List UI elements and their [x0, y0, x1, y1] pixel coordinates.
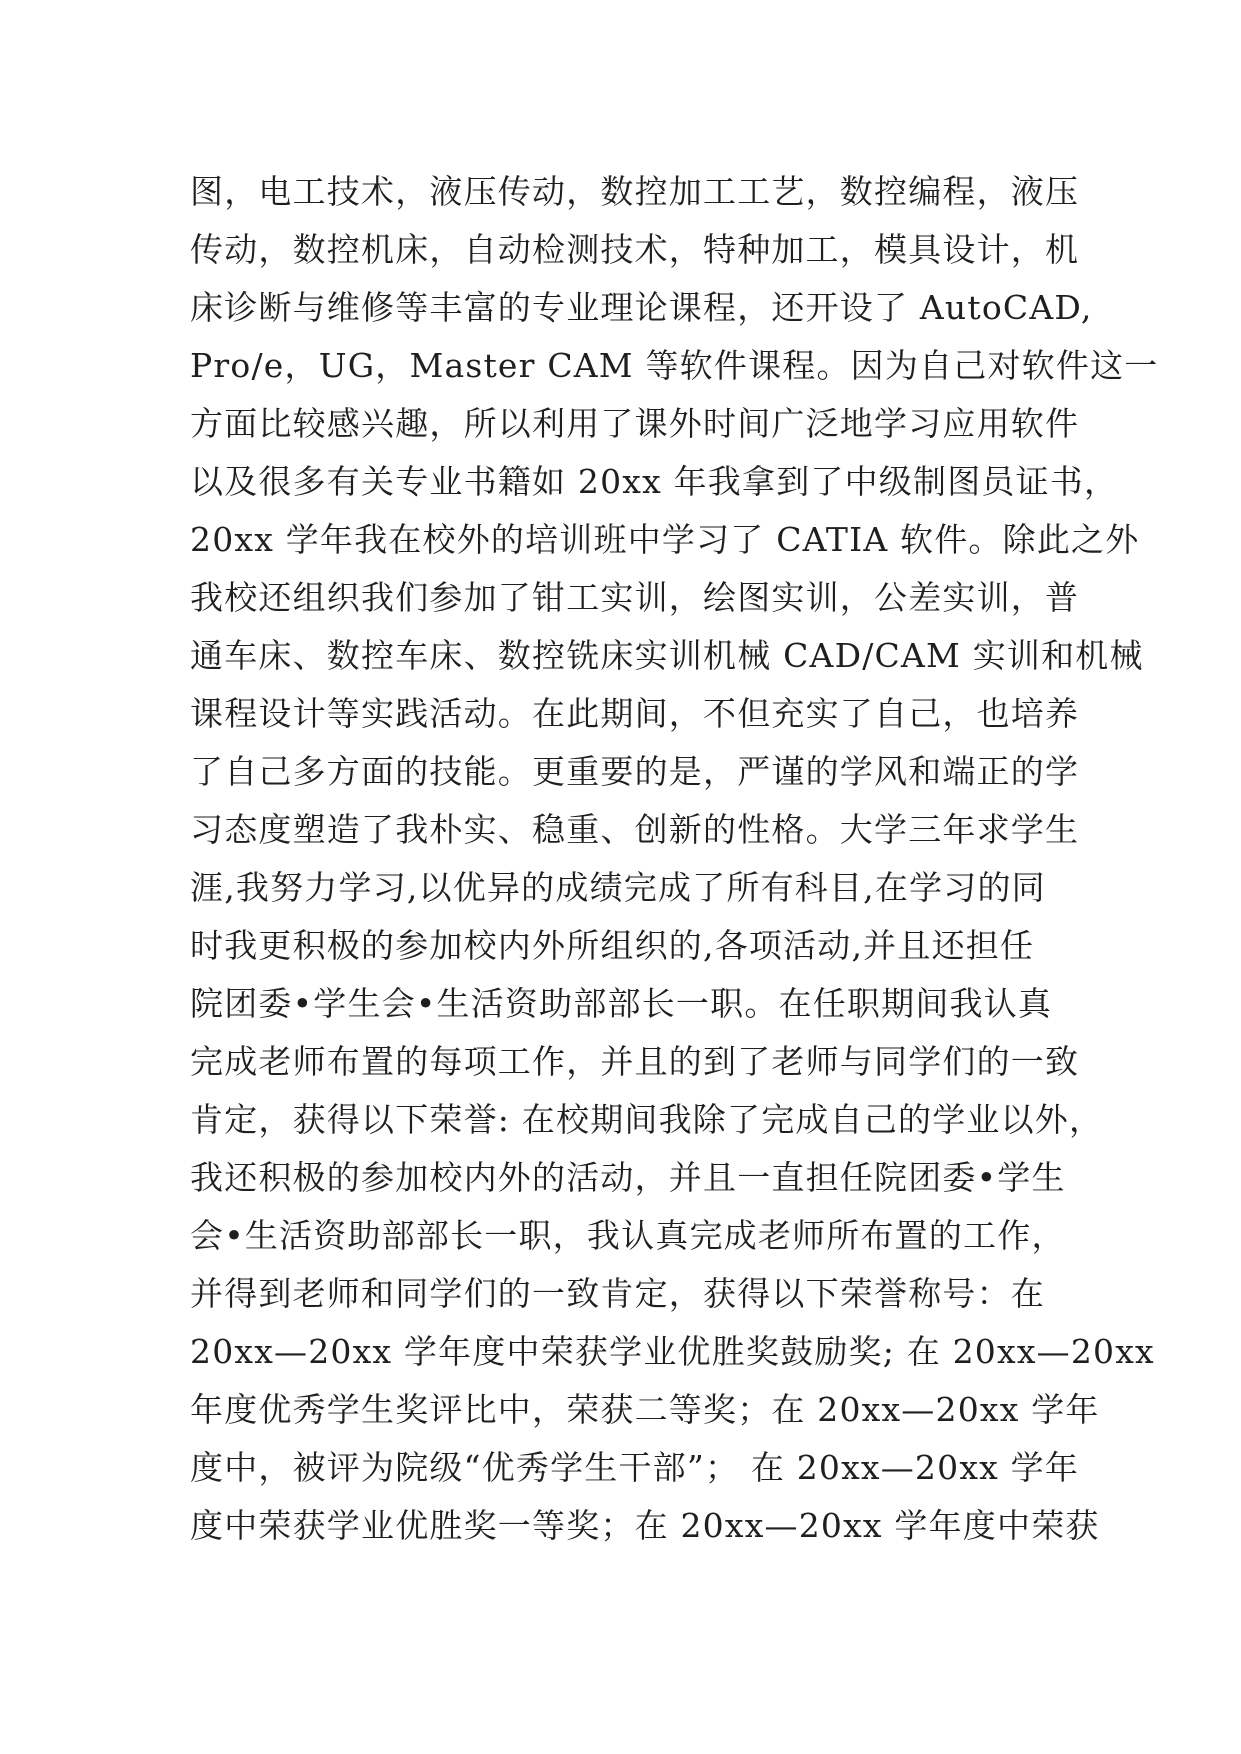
text-line: 时我更积极的参加校内外所组织的,各项活动,并且还担任 [190, 926, 1035, 965]
text-line: 我校还组织我们参加了钳工实训，绘图实训，公差实训，普 [190, 578, 1080, 617]
text-line: 度中荣获学业优胜奖一等奖；在 20xx—20xx 学年度中荣获 [190, 1506, 1100, 1545]
text-line: 了自己多方面的技能。更重要的是，严谨的学风和端正的学 [190, 752, 1080, 791]
text-line: 传动，数控机床，自动检测技术，特种加工，模具设计，机 [190, 230, 1080, 269]
text-line: 完成老师布置的每项工作，并且的到了老师与同学们的一致 [190, 1042, 1080, 1081]
body-text [190, 163, 1159, 1555]
text-line: 度中，被评为院级“优秀学生干部”； 在 20xx—20xx 学年 [190, 1448, 1080, 1487]
text-line: 习态度塑造了我朴实、稳重、创新的性格。大学三年求学生 [190, 810, 1080, 849]
text-line: 20xx—20xx 学年度中荣获学业优胜奖鼓励奖; 在 20xx—20xx [190, 1332, 1155, 1371]
text-line: 并得到老师和同学们的一致肯定，获得以下荣誉称号：在 [190, 1274, 1045, 1313]
text-line: 方面比较感兴趣，所以利用了课外时间广泛地学习应用软件 [190, 404, 1080, 443]
text-line: Pro/e，UG，Master CAM 等软件课程。因为自己对软件这一 [190, 346, 1159, 385]
text-line: 院团委•学生会•生活资助部部长一职。在任职期间我认真 [190, 984, 1053, 1023]
text-line: 涯,我努力学习,以优异的成绩完成了所有科目,在学习的同 [190, 868, 1046, 907]
text-line: 会•生活资助部部长一职，我认真完成老师所布置的工作， [190, 1216, 1066, 1255]
text-line: 通车床、数控车床、数控铣床实训机械 CAD/CAM 实训和机械 [190, 636, 1144, 675]
text-line: 肯定，获得以下荣誉: 在校期间我除了完成自己的学业以外， [190, 1100, 1104, 1139]
text-line: 我还积极的参加校内外的活动，并且一直担任院团委•学生 [190, 1158, 1066, 1197]
text-line: 年度优秀学生奖评比中，荣获二等奖；在 20xx—20xx 学年 [190, 1390, 1100, 1429]
text-line: 床诊断与维修等丰富的专业理论课程，还开设了 AutoCAD, [190, 288, 1093, 327]
text-line: 图，电工技术，液压传动，数控加工工艺，数控编程，液压 [190, 172, 1080, 211]
text-line: 课程设计等实践活动。在此期间，不但充实了自己，也培养 [190, 694, 1080, 733]
text-line: 20xx 学年我在校外的培训班中学习了 CATIA 软件。除此之外 [190, 520, 1140, 559]
text-line: 以及很多有关专业书籍如 20xx 年我拿到了中级制图员证书， [190, 462, 1119, 501]
